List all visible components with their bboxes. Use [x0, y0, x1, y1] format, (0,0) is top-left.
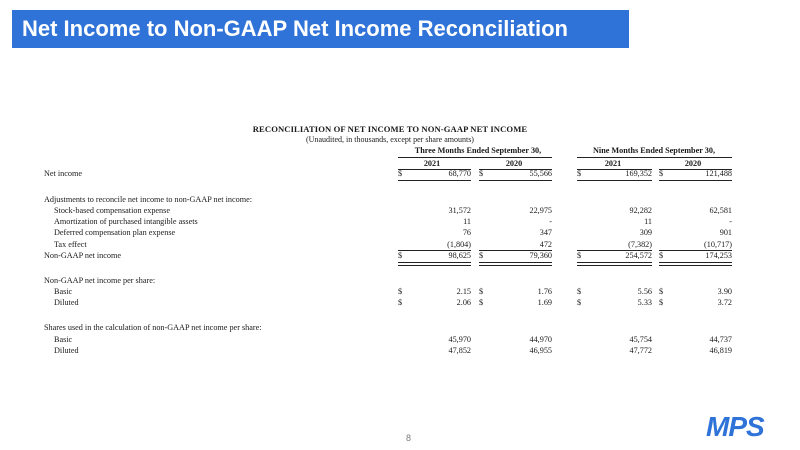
currency-symbol: $: [659, 287, 664, 296]
currency-symbol: $: [577, 251, 582, 260]
cell-value: 98,625: [448, 251, 471, 260]
row-label: Non-GAAP net income per share:: [44, 276, 156, 285]
row-label: Diluted: [54, 298, 79, 307]
cell-value: 2.06: [456, 298, 471, 307]
year-header: 2020: [505, 159, 523, 168]
period-header-nine-months: Nine Months Ended September 30,: [593, 146, 715, 155]
total-underline: [659, 180, 732, 181]
cell-value: 79,360: [529, 251, 552, 260]
table-title: RECONCILIATION OF NET INCOME TO NON-GAAP NET INCOME: [252, 124, 528, 134]
row-label: Net income: [44, 169, 82, 178]
cell-value: 47,852: [448, 346, 471, 355]
period-underline: [577, 157, 732, 158]
company-logo: MPS: [706, 411, 764, 442]
cell-value: 76: [462, 228, 471, 237]
currency-symbol: $: [577, 298, 582, 307]
table-row: [0, 287, 800, 298]
cell-value: 62,581: [709, 206, 732, 215]
cell-value: 45,970: [448, 335, 471, 344]
row-label: Basic: [54, 335, 73, 344]
total-underline: [577, 180, 652, 181]
cell-value: 174,253: [705, 251, 732, 260]
table-row: [0, 346, 800, 357]
cell-value: -: [729, 217, 732, 226]
table-row: [0, 169, 800, 180]
year-header: 2021: [604, 159, 622, 168]
cell-value: 68,770: [448, 169, 471, 178]
currency-symbol: $: [398, 287, 403, 296]
cell-value: 2.15: [456, 287, 471, 296]
currency-symbol: $: [398, 169, 403, 178]
table-row: [0, 276, 800, 287]
cell-value: 309: [639, 228, 652, 237]
table-subtitle: (Unaudited, in thousands, except per share amounts): [306, 135, 474, 144]
slide-title-bar: [12, 10, 629, 48]
total-underline: [659, 250, 732, 251]
row-label: Non-GAAP net income: [44, 251, 122, 260]
currency-symbol: $: [479, 298, 484, 307]
currency-symbol: $: [479, 169, 484, 178]
currency-symbol: $: [398, 298, 403, 307]
cell-value: 47,772: [629, 346, 652, 355]
cell-value: 121,488: [705, 169, 732, 178]
cell-value: 44,737: [709, 335, 732, 344]
row-label: Amortization of purchased intangible assets: [54, 217, 198, 226]
cell-value: 3.90: [717, 287, 732, 296]
row-label: Diluted: [54, 346, 79, 355]
double-underline: [479, 262, 552, 266]
cell-value: 5.56: [637, 287, 652, 296]
cell-value: 46,819: [709, 346, 732, 355]
cell-value: -: [549, 217, 552, 226]
currency-symbol: $: [398, 251, 403, 260]
cell-value: 347: [539, 228, 552, 237]
total-underline: [577, 250, 652, 251]
row-label: Deferred compensation plan expense: [54, 228, 176, 237]
table-row: [0, 251, 800, 262]
cell-value: 11: [644, 217, 652, 226]
currency-symbol: $: [659, 169, 664, 178]
cell-value: 31,572: [448, 206, 471, 215]
currency-symbol: $: [577, 287, 582, 296]
cell-value: 55,566: [529, 169, 552, 178]
currency-symbol: $: [479, 287, 484, 296]
cell-value: 92,282: [629, 206, 652, 215]
cell-value: 254,572: [625, 251, 652, 260]
cell-value: 472: [539, 240, 552, 249]
row-label: Stock-based compensation expense: [54, 206, 170, 215]
total-underline: [479, 250, 552, 251]
period-underline: [398, 157, 552, 158]
double-underline: [398, 262, 471, 266]
row-label: Basic: [54, 287, 73, 296]
cell-value: 901: [719, 228, 732, 237]
table-row: [0, 298, 800, 309]
cell-value: 11: [463, 217, 471, 226]
table-row: [0, 228, 800, 239]
cell-value: 1.69: [537, 298, 552, 307]
cell-value: 44,970: [529, 335, 552, 344]
double-underline: [577, 262, 652, 266]
total-underline: [398, 250, 471, 251]
currency-symbol: $: [659, 251, 664, 260]
cell-value: 5.33: [637, 298, 652, 307]
cell-value: 45,754: [629, 335, 652, 344]
cell-value: 46,955: [529, 346, 552, 355]
table-row: [0, 217, 800, 228]
table-row: [0, 206, 800, 217]
cell-value: (10,717): [704, 240, 732, 249]
year-header: 2021: [423, 159, 441, 168]
currency-symbol: $: [577, 169, 582, 178]
row-label: Adjustments to reconcile net income to non-GAAP net income:: [44, 195, 252, 204]
year-header: 2020: [684, 159, 702, 168]
slide-title: Net Income to Non-GAAP Net Income Reconciliation: [22, 16, 568, 41]
total-underline: [479, 180, 552, 181]
currency-symbol: $: [659, 298, 664, 307]
cell-value: 22,975: [529, 206, 552, 215]
double-underline: [659, 262, 732, 266]
table-row: [0, 195, 800, 206]
cell-value: (7,382): [628, 240, 652, 249]
currency-symbol: $: [479, 251, 484, 260]
page-number: 8: [406, 433, 412, 443]
total-underline: [398, 180, 471, 181]
cell-value: 1.76: [537, 287, 552, 296]
period-header-three-months: Three Months Ended September 30,: [414, 146, 542, 155]
table-row: [0, 323, 800, 334]
row-label: Tax effect: [54, 240, 87, 249]
table-row: [0, 335, 800, 346]
cell-value: 169,352: [625, 169, 652, 178]
row-label: Shares used in the calculation of non-GAAP net income per share:: [44, 323, 262, 332]
cell-value: 3.72: [717, 298, 732, 307]
cell-value: (1,804): [447, 240, 471, 249]
